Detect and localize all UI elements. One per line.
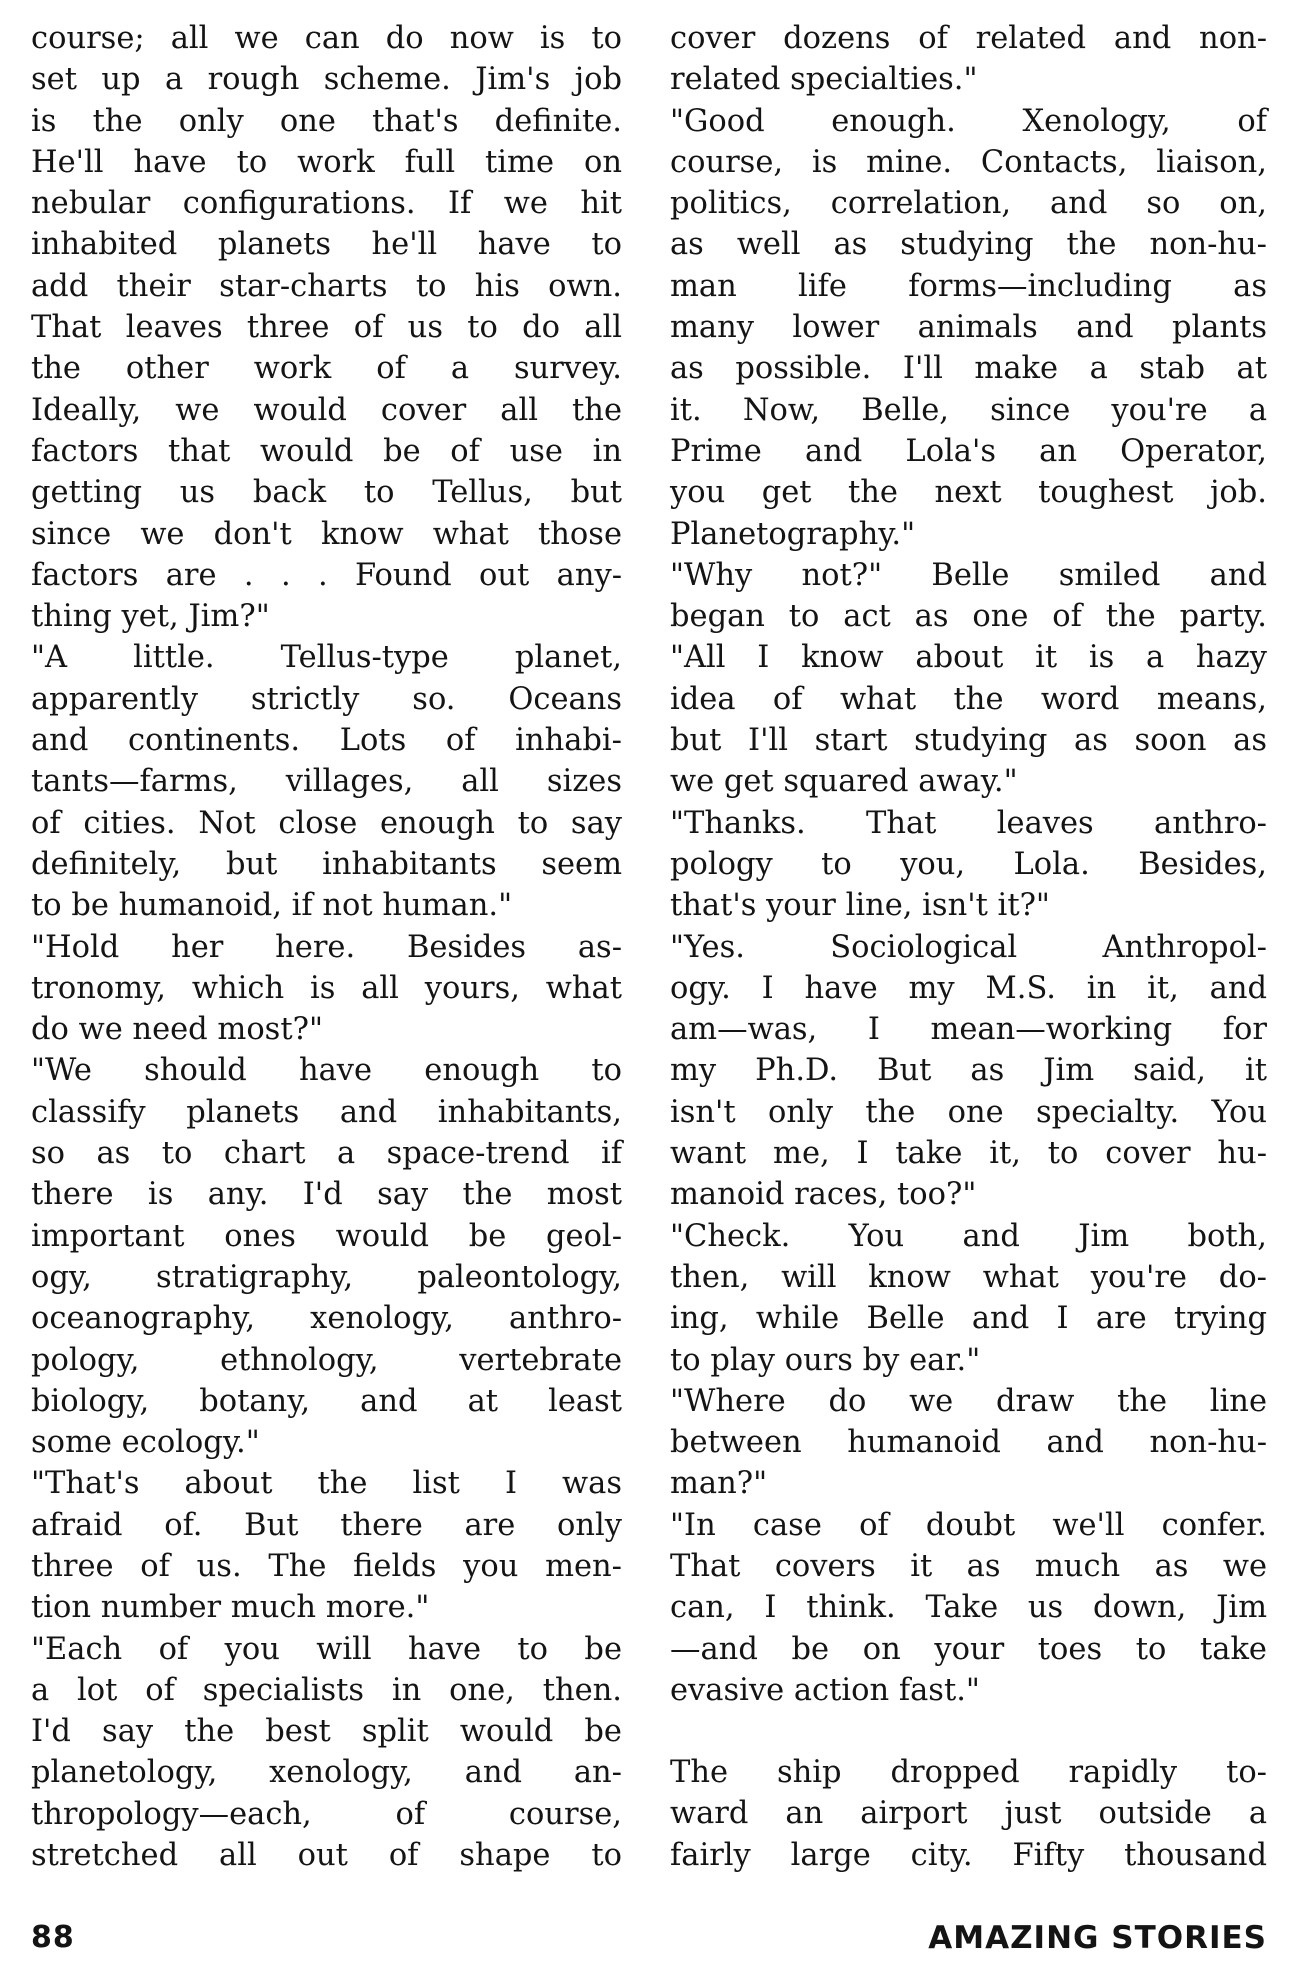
right-column xyxy=(670,18,1267,1876)
text-line: definitely, but inhabitants seem xyxy=(31,846,622,882)
text-line: many lower animals and plants xyxy=(670,310,1267,346)
text-line: getting us back to Tellus, but xyxy=(31,475,622,511)
text-line: ogy, stratigraphy, paleontology, xyxy=(31,1259,622,1295)
text-line: classify planets and inhabitants, xyxy=(31,1094,622,1130)
text-line: want me, I take it, to cover hu- xyxy=(670,1136,1267,1172)
text-line: tants—farms, villages, all sizes xyxy=(31,764,622,800)
text-line: "Thanks. That leaves anthro- xyxy=(670,805,1267,841)
text-line: a lot of specialists in one, then. xyxy=(31,1672,622,1708)
text-line: inhabited planets he'll have to xyxy=(31,227,622,263)
text-line: then, will know what you're do- xyxy=(670,1259,1267,1295)
text-line: He'll have to work full time on xyxy=(31,144,622,180)
text-line: factors that would be of use in xyxy=(31,433,622,469)
text-line: "Why not?" Belle smiled and xyxy=(670,557,1267,593)
text-line: stretched all out of shape to xyxy=(31,1838,622,1874)
text-line: "A little. Tellus-type planet, xyxy=(31,640,622,676)
text-line: add their star-charts to his own. xyxy=(31,268,622,304)
text-line: related specialties." xyxy=(670,62,978,98)
text-line: my Ph.D. But as Jim said, it xyxy=(670,1053,1267,1089)
text-line: "Check. You and Jim both, xyxy=(670,1218,1267,1254)
text-line: set up a rough scheme. Jim's job xyxy=(31,62,622,98)
text-line: ward an airport just outside a xyxy=(670,1796,1267,1832)
text-line: we get squared away." xyxy=(670,764,1018,800)
page-number: 88 xyxy=(31,1920,75,1955)
text-line: "Yes. Sociological Anthropol- xyxy=(670,929,1267,965)
text-line: to play ours by ear." xyxy=(670,1342,981,1378)
text-line: to be humanoid, if not human." xyxy=(31,888,513,924)
text-line: the other work of a survey. xyxy=(31,351,622,387)
text-line: Planetography." xyxy=(670,516,916,552)
text-line: Prime and Lola's an Operator, xyxy=(670,433,1267,469)
text-line: between humanoid and non-hu- xyxy=(670,1425,1267,1461)
text-line: can, I think. Take us down, Jim xyxy=(670,1590,1267,1626)
text-line: "That's about the list I was xyxy=(31,1466,622,1502)
section-break xyxy=(670,1711,1267,1752)
text-line: course; all we can do now is to xyxy=(31,21,622,56)
text-line: ing, while Belle and I are trying xyxy=(670,1301,1267,1337)
text-line: there is any. I'd say the most xyxy=(31,1177,622,1213)
text-line: you get the next toughest job. xyxy=(670,475,1267,511)
text-line: some ecology." xyxy=(31,1425,260,1461)
text-line: "Where do we draw the line xyxy=(670,1383,1267,1419)
text-line: tion number much more." xyxy=(31,1590,430,1626)
text-line: biology, botany, and at least xyxy=(31,1383,622,1419)
text-line: pology to you, Lola. Besides, xyxy=(670,846,1267,882)
left-column xyxy=(31,18,622,1876)
text-line: of cities. Not close enough to say xyxy=(31,805,622,841)
text-line: factors are . . . Found out any- xyxy=(31,557,622,593)
text-line: man life forms—including as xyxy=(670,268,1267,304)
text-line: nebular configurations. If we hit xyxy=(31,186,622,222)
text-line: politics, correlation, and so on, xyxy=(670,186,1267,222)
text-line: The ship dropped rapidly to- xyxy=(670,1755,1267,1791)
text-line: planetology, xenology, and an- xyxy=(31,1755,622,1791)
text-line: tronomy, which is all yours, what xyxy=(31,970,622,1006)
text-line: so as to chart a space-trend if xyxy=(31,1136,622,1172)
text-line: "Hold her here. Besides as- xyxy=(31,929,622,965)
text-line: "We should have enough to xyxy=(31,1053,622,1089)
text-line: —and be on your toes to take xyxy=(670,1631,1267,1667)
text-line: ogy. I have my M.S. in it, and xyxy=(670,970,1267,1006)
text-line: man?" xyxy=(670,1466,768,1502)
running-head: AMAZING STORIES xyxy=(928,1920,1267,1956)
text-line: I'd say the best split would be xyxy=(31,1714,622,1750)
text-line: as possible. I'll make a stab at xyxy=(670,351,1267,387)
text-line: evasive action fast." xyxy=(670,1672,980,1708)
text-line: that's your line, isn't it?" xyxy=(670,888,1050,924)
text-line: isn't only the one specialty. You xyxy=(670,1094,1267,1130)
text-line: cover dozens of related and non- xyxy=(670,21,1267,56)
text-line: thing yet, Jim?" xyxy=(31,599,270,635)
text-line: apparently strictly so. Oceans xyxy=(31,681,622,717)
text-line: and continents. Lots of inhabi- xyxy=(31,723,622,759)
text-line: oceanography, xenology, anthro- xyxy=(31,1301,622,1337)
text-line: am—was, I mean—working for xyxy=(670,1012,1267,1048)
text-line: began to act as one of the party. xyxy=(670,599,1267,635)
text-line: but I'll start studying as soon as xyxy=(670,723,1267,759)
text-line: "In case of doubt we'll confer. xyxy=(670,1507,1267,1543)
text-line: important ones would be geol- xyxy=(31,1218,622,1254)
page-footer xyxy=(0,1920,1292,1960)
text-line: That leaves three of us to do all xyxy=(31,310,622,346)
text-line: idea of what the word means, xyxy=(670,681,1267,717)
text-line: Ideally, we would cover all the xyxy=(31,392,622,428)
text-line: do we need most?" xyxy=(31,1012,323,1048)
text-line: it. Now, Belle, since you're a xyxy=(670,392,1267,428)
text-line: afraid of. But there are only xyxy=(31,1507,622,1543)
text-line: That covers it as much as we xyxy=(670,1548,1267,1584)
text-line: fairly large city. Fifty thousand xyxy=(670,1837,1267,1873)
text-line: since we don't know what those xyxy=(31,516,622,552)
text-line: course, is mine. Contacts, liaison, xyxy=(670,144,1267,180)
text-line: pology, ethnology, vertebrate xyxy=(31,1342,622,1378)
text-line: three of us. The fields you men- xyxy=(31,1548,622,1584)
text-line: is the only one that's definite. xyxy=(31,103,622,139)
text-line: manoid races, too?" xyxy=(670,1177,977,1213)
text-line: "Each of you will have to be xyxy=(31,1631,622,1667)
text-line: "Good enough. Xenology, of xyxy=(670,103,1267,139)
text-line: thropology—each, of course, xyxy=(31,1796,622,1832)
text-line: "All I know about it is a hazy xyxy=(670,640,1267,676)
text-line: as well as studying the non-hu- xyxy=(670,227,1267,263)
